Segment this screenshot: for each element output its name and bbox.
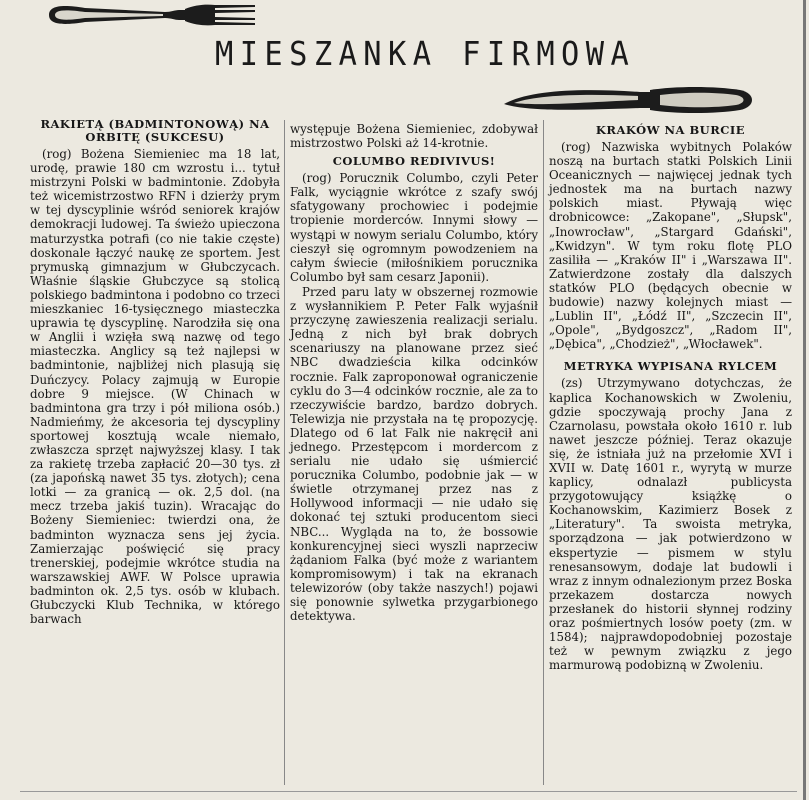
column-divider	[284, 120, 285, 785]
article-body-badminton-continued: występuje Bożena Siemieniec, zdobywał mistrzostwo Polski aż 14-krotnie.	[290, 122, 538, 151]
fork-icon	[45, 0, 260, 30]
article-body-metryka: (zs) Utrzymywano dotychczas, że kaplica Kochanowskich w Zwoleniu, gdzie spoczywają prochy Jana z Czarnolasu, powstała około 1610 r. lub nawet jeszcze później. Teraz okazuje się, że istniała już na przełomie XVI i XVII w. Datę 1601 r., wyrytą w murze kaplicy, odnalazł publicysta przygotowujący książkę o Kochanowskim, Kazimierz Bosek z „Literatury". Ta swoista metryka, sporządzona — jak potwierdzono w ekspertyzie — pismem w stylu renesansowym, dodaje lat budowli i wraz z innym odnalezionym przez Boska przekazem dostarcza nowych przesłanek do historii słynnej rodziny oraz pośmiertnych losów poety (zm. w 1584); najprawdopodobniej pozostaje też w pewnym związku z jego marmurową podobizną w Zwoleniu.	[549, 376, 792, 673]
article-body-columbo-2: Przed paru laty w obszernej rozmowie z wysłannikiem P. Peter Falk wyjaśnił przyczynę zawieszenia realizacji serialu. Jedną z nich był brak dobrych scenariuszy na planowane przez sieć NBC dwadzieścia kilka odcinków rocznie. Falk zaproponował ograniczenie cyklu do 3—4 odcinków rocznie, ale za to rzeczywiście bardzo, bardzo dobrych. Telewizja nie przystała na tę propozycję. Dlatego od 6 lat Falk nie nakręcił ani jednego. Przestępcom i mordercom z serialu nie udało się uśmiercić porucznika Columbo, podobnie jak — w świetle otrzymanej przez nas z Hollywood informacji — nie udało się dokonać tej sztuki producentom sieci NBC... Wygląda na to, że bossowie konkurencyjnej sieci wyszli naprzeciw żądaniom Falka (być może z wariantem kompromisowym) i tak na ekranach telewizorów (oby także naszych!) pojawi się ponownie sylwetka przygarbionego detektywa.	[290, 284, 538, 624]
bottom-rule	[20, 791, 797, 792]
article-title-metryka: METRYKA WYPISANA RYLCEM	[563, 359, 778, 374]
knife-icon	[500, 82, 760, 118]
column-3	[549, 124, 792, 673]
article-body-krakow: (rog) Nazwiska wybitnych Polaków noszą na burtach statki Polskich Linii Oceanicznych — najwięcej jednak tych jednostek ma na burtach nazwy polskich miast. Pływają więc drobnicowce: „Zakopane", „Słupsk", „Inowrocław", „Stargard Gdański", „Kwidzyn". W tym roku flotę PLO zasiliła — „Kraków II" i „Warszawa II". Zatwierdzone zostały dla dalszych statków PLO (będących obecnie w budowie) nazwy kolejnych miast — „Lublin II", „Łódź II", „Szczecin II", „Opole", „Bydgoszcz", „Radom II", „Dębica", „Chodzież", „Włocławek".	[549, 140, 792, 352]
article-title-krakow: KRAKÓW NA BURCIE	[595, 123, 746, 137]
column-1	[30, 118, 280, 627]
article-title-columbo: COLUMBO REDIVIVUS!	[332, 154, 496, 169]
article-title-badminton: RAKIETĄ (BADMINTONOWĄ) NA ORBITĘ (SUKCESU)	[40, 117, 270, 144]
page-headline: MIESZANKA FIRMOWA	[215, 34, 636, 73]
page-edge	[803, 0, 806, 800]
column-2	[290, 122, 538, 624]
article-body-badminton: (rog) Bożena Siemieniec ma 18 lat, urodę, prawie 180 cm wzrostu i... tytuł mistrzyni Polski w badmintonie. Zdobyła też wicemistrzostwo RFN i dzierży prym w tej dyscyplinie wśród seniorek krajów demokracji ludowej. Ta świeżo upieczona maturzystka potrafi (co nie takie częste) doskonale łączyć naukę ze sportem. Jest prymuską gimnazjum w Głubczycach. Właśnie śląskie Głubczyce są stolicą polskiego badmintona i podobno co trzeci mieszkaniec 16-tysięcznego miasteczka uprawia tę dyscyplinę. Narodziła się ona w Anglii i wzięła swą nazwę od tego miasteczka. Anglicy są też najlepsi w badmintonie, najbliżej nich plasują się Duńczycy. Polacy zajmują w Europie dobre 9 miejsce. (W Chinach w badmintona gra trzy i pół miliona osób.) Nadmieńmy, że akcesoria tej dyscypliny sportowej kosztują wcale niemało, zwłaszcza sprzęt najwyższej klasy. I tak za rakietę trzeba zapłacić 20—30 tys. zł (za japońską nawet 35 tys. złotych); cena lotki — za granicą — ok. 2,5 dol. (na mecz trzeba jakiś tuzin). Wracając do Bożeny Siemieniec: twierdzi ona, że badminton wyznacza sens jej życia. Zamierzając poświęcić się pracy trenerskiej, podejmie wkrótce studia na warszawskiej AWF. W Polsce uprawia badminton ok. 2,5 tys. osób w klubach. Głubczycki Klub Technika, w którego barwach	[30, 147, 280, 627]
column-divider	[543, 120, 544, 785]
article-body-columbo-1: (rog) Porucznik Columbo, czyli Peter Falk, wyciągnie wkrótce z szafy swój sfatygowany prochowiec i podejmie tropienie morderców. Innymi słowy — wystąpi w nowym serialu Columbo, który cieszył się ogromnym powodzeniem na całym świecie (miłośnikiem porucznika Columbo był sam cesarz Japonii).	[290, 171, 538, 284]
